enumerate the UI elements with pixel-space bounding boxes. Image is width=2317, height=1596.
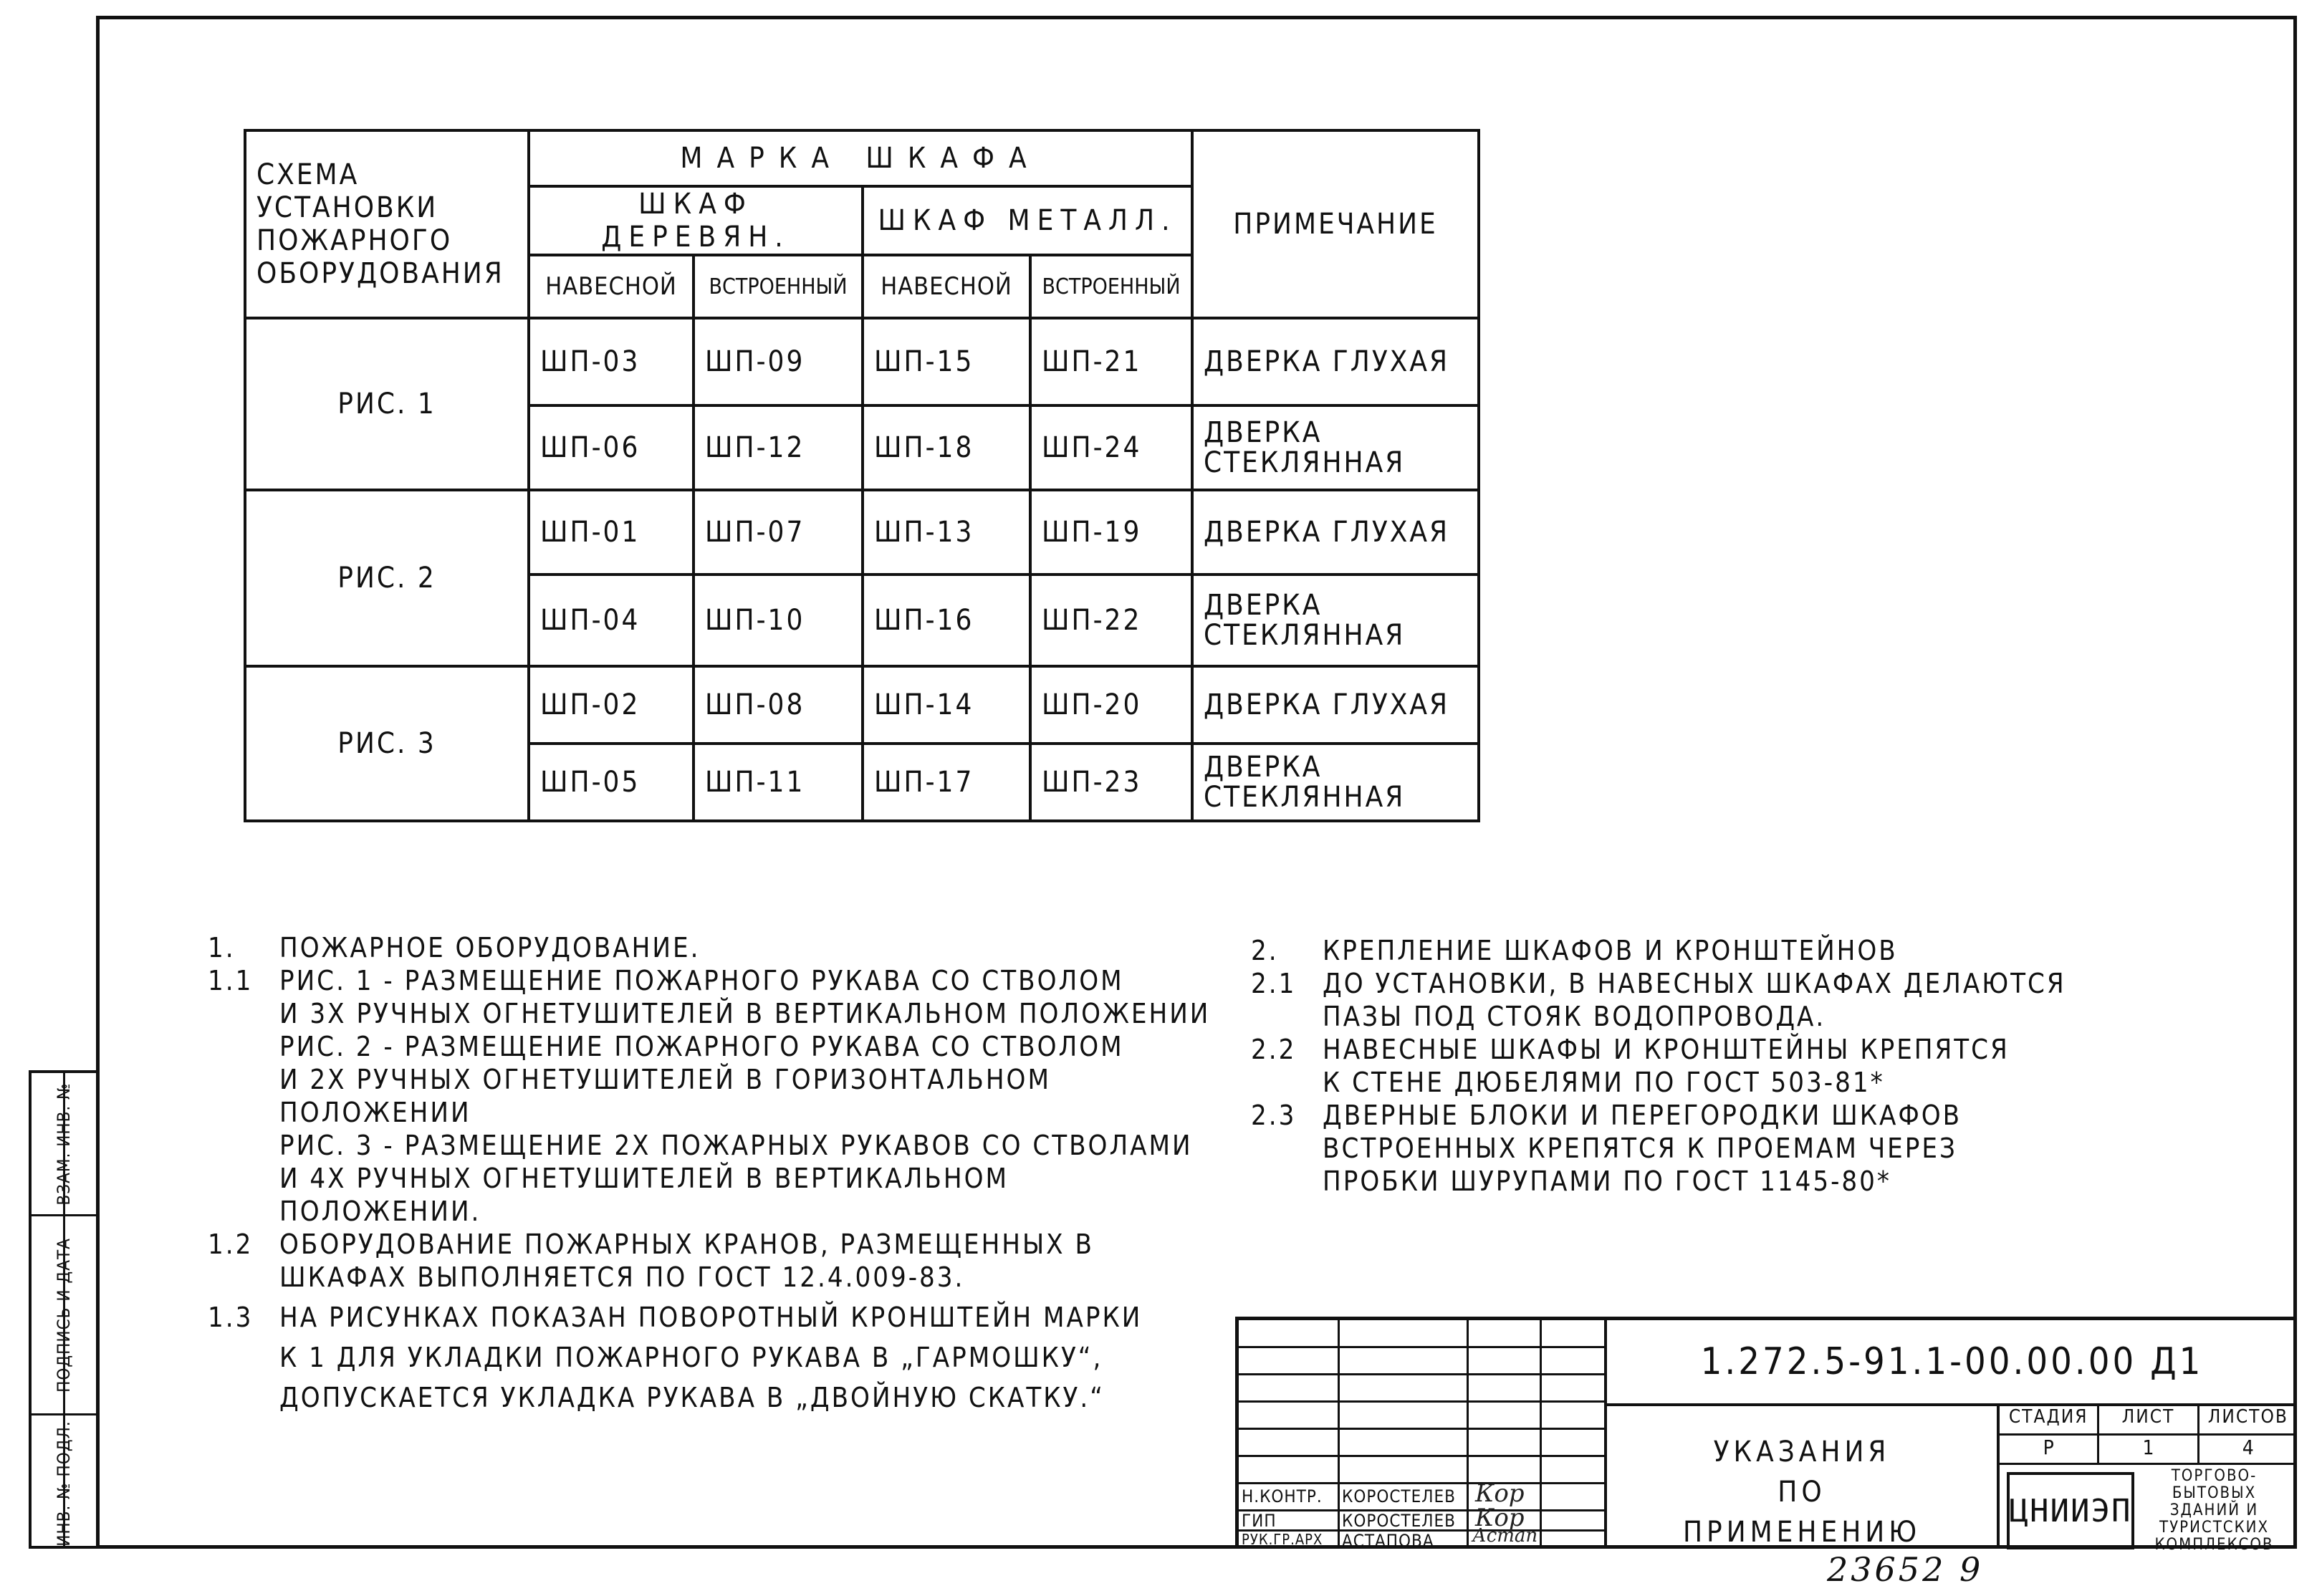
table-cell: ШП-17: [863, 744, 1030, 821]
note-item: 1.2 ОБОРУДОВАНИЕ ПОЖАРНЫХ КРАНОВ, РАЗМЕЩЕННЫХ В: [208, 1229, 1094, 1260]
metal-builtin-header: ВСТРОЕННЫЙ: [1030, 255, 1192, 318]
notes-left: [208, 931, 1211, 1414]
note-line: И 2Х РУЧНЫХ ОГНЕТУШИТЕЛЕЙ В ГОРИЗОНТАЛЬНОМ ПОЛОЖЕНИИ: [279, 1064, 1051, 1128]
side-stamp-strip: [29, 1070, 96, 1549]
table-cell: ШП-14: [863, 666, 1030, 744]
note-line: К 1 ДЛЯ УКЛАДКИ ПОЖАРНОГО РУКАВА В „ГАРМОШКУ“,: [279, 1342, 1103, 1373]
wood-builtin-header: ВСТРОЕННЫЙ: [694, 255, 863, 318]
scheme-header: СХЕМА УСТАНОВКИ ПОЖАРНОГО ОБОРУДОВАНИЯ: [245, 130, 529, 318]
note-line: И 4Х РУЧНЫХ ОГНЕТУШИТЕЛЕЙ В ВЕРТИКАЛЬНОМ ПОЛОЖЕНИИ.: [279, 1163, 1009, 1227]
signature: Кор: [1475, 1504, 1525, 1532]
title-block: [1235, 1317, 2297, 1554]
note-line: И 3Х РУЧНЫХ ОГНЕТУШИТЕЛЕЙ В ВЕРТИКАЛЬНОМ ПОЛОЖЕНИИ: [279, 998, 1211, 1029]
table-cell: ШП-18: [863, 405, 1030, 490]
note-line: ПРОБКИ ШУРУПАМИ ПО ГОСТ 1145-80*: [1323, 1165, 1892, 1197]
signature-grid: [1239, 1320, 1604, 1549]
archive-number: 23652 9: [1827, 1550, 1984, 1589]
note-cell: ДВЕРКА ГЛУХАЯ: [1192, 490, 1479, 575]
signature: Кор: [1475, 1479, 1525, 1508]
sheet-label: ЛИСТ: [2099, 1406, 2199, 1433]
note-item: 2.2 НАВЕСНЫЕ ШКАФЫ И КРОНШТЕЙНЫ КРЕПЯТСЯ: [1251, 1034, 2010, 1065]
replace-inv-cell: [32, 1073, 96, 1216]
table-cell: ШП-07: [694, 490, 863, 575]
table-cell: ШП-04: [529, 575, 694, 666]
note-line: РИС. 3 - РАЗМЕЩЕНИЕ 2Х ПОЖАРНЫХ РУКАВОВ СО СТВОЛАМИ: [279, 1130, 1193, 1161]
table-cell: ШП-10: [694, 575, 863, 666]
note-item: 1.3 НА РИСУНКАХ ПОКАЗАН ПОВОРОТНЫЙ КРОНШТЕЙН МАРКИ: [208, 1302, 1143, 1333]
table-cell: ШП-20: [1030, 666, 1192, 744]
note-cell: ДВЕРКА ГЛУХАЯ: [1192, 318, 1479, 405]
note-line: К СТЕНЕ ДЮБЕЛЯМИ ПО ГОСТ 503-81*: [1323, 1067, 1885, 1098]
wood-hanging-header: НАВЕСНОЙ: [529, 255, 694, 318]
note-cell: ДВЕРКА СТЕКЛЯННАЯ: [1192, 405, 1479, 490]
sheets-value: 4: [2242, 1436, 2254, 1459]
scheme-fig2: РИС. 2: [245, 490, 529, 666]
table-cell: ШП-11: [694, 744, 863, 821]
table-cell: ШП-24: [1030, 405, 1192, 490]
note-cell: ДВЕРКА СТЕКЛЯННАЯ: [1192, 744, 1479, 821]
metal-hanging-header: НАВЕСНОЙ: [863, 255, 1030, 318]
brand-header: МАРКА ШКАФА: [529, 130, 1192, 186]
table-cell: ШП-16: [863, 575, 1030, 666]
note-line: ПАЗЫ ПОД СТОЯК ВОДОПРОВОДА.: [1323, 1001, 1826, 1032]
note-item: 2.1 ДО УСТАНОВКИ, В НАВЕСНЫХ ШКАФАХ ДЕЛАЮТСЯ: [1251, 968, 2066, 999]
inv-orig-label: ИНВ. № ПОДЛ.: [54, 1420, 74, 1547]
note-item: 1. ПОЖАРНОЕ ОБОРУДОВАНИЕ.: [208, 932, 701, 963]
role-name: КОРОСТЕЛЕВ: [1342, 1486, 1456, 1506]
replace-inv-label: ВЗАМ. ИНВ. №: [54, 1082, 74, 1206]
stage-label: СТАДИЯ: [2000, 1406, 2099, 1433]
metal-cabinet-header: ШКАФ МЕТАЛЛ.: [863, 186, 1192, 255]
note-line: ДОПУСКАЕТСЯ УКЛАДКА РУКАВА В „ДВОЙНУЮ СКАТКУ.“: [279, 1382, 1105, 1413]
notes-right: [1251, 934, 2182, 1198]
table-cell: ШП-19: [1030, 490, 1192, 575]
sheet-value: 1: [2099, 1436, 2199, 1463]
stage-value: Р: [2000, 1436, 2099, 1463]
sign-date-label: ПОДПИСЬ И ДАТА: [54, 1237, 74, 1393]
wood-cabinet-header: ШКАФ ДЕРЕВЯН.: [529, 186, 863, 255]
role-name: КОРОСТЕЛЕВ: [1342, 1511, 1456, 1531]
sign-date-cell: [32, 1216, 96, 1415]
table-cell: ШП-01: [529, 490, 694, 575]
organization-name: ТОРГОВО- БЫТОВЫХ ЗДАНИЙ И ТУРИСТСКИХ КОМПЛЕКСОВ: [2154, 1467, 2274, 1554]
cabinet-brand-table: [244, 129, 1480, 822]
table-cell: ШП-06: [529, 405, 694, 490]
note-item: 2.3 ДВЕРНЫЕ БЛОКИ И ПЕРЕГОРОДКИ ШКАФОВ: [1251, 1100, 1962, 1131]
table-cell: ШП-15: [863, 318, 1030, 405]
note-line: ВСТРОЕННЫХ КРЕПЯТСЯ К ПРОЕМАМ ЧЕРЕЗ: [1323, 1133, 1957, 1164]
note-item: 1.1 РИС. 1 - РАЗМЕЩЕНИЕ ПОЖАРНОГО РУКАВА СО СТВОЛОМ: [208, 965, 1124, 996]
role-label: РУК.ГР.АРХ: [1242, 1531, 1323, 1548]
role-label: Н.КОНТР.: [1242, 1486, 1323, 1506]
role-name: АСТАПОВА: [1342, 1531, 1434, 1551]
note-cell: ДВЕРКА ГЛУХАЯ: [1192, 666, 1479, 744]
sheet-info: [1997, 1406, 2297, 1554]
inv-orig-cell: [32, 1415, 96, 1552]
table-cell: ШП-05: [529, 744, 694, 821]
signature: Астап: [1472, 1525, 1538, 1547]
institute-logo: ЦНИИЭП: [2007, 1472, 2134, 1549]
scheme-fig1: РИС. 1: [245, 318, 529, 490]
table-cell: ШП-02: [529, 666, 694, 744]
note-header: ПРИМЕЧАНИЕ: [1192, 130, 1479, 318]
table-cell: ШП-13: [863, 490, 1030, 575]
table-cell: ШП-03: [529, 318, 694, 405]
sheet-title: УКАЗАНИЯ ПО ПРИМЕНЕНИЮ: [1604, 1406, 1997, 1549]
table-cell: ШП-12: [694, 405, 863, 490]
table-cell: ШП-22: [1030, 575, 1192, 666]
note-line: ШКАФАХ ВЫПОЛНЯЕТСЯ ПО ГОСТ 12.4.009-83.: [279, 1261, 965, 1293]
table-cell: ШП-21: [1030, 318, 1192, 405]
note-item: 2. КРЕПЛЕНИЕ ШКАФОВ И КРОНШТЕЙНОВ: [1251, 935, 1898, 966]
table-cell: ШП-23: [1030, 744, 1192, 821]
document-number: 1.272.5-91.1-00.00.00 Д1: [1604, 1320, 2297, 1406]
table-cell: ШП-09: [694, 318, 863, 405]
note-line: РИС. 2 - РАЗМЕЩЕНИЕ ПОЖАРНОГО РУКАВА СО СТВОЛОМ: [279, 1031, 1124, 1062]
sheets-label: ЛИСТОВ: [2207, 1406, 2288, 1428]
scheme-fig3: РИС. 3: [245, 666, 529, 821]
note-cell: ДВЕРКА СТЕКЛЯННАЯ: [1192, 575, 1479, 666]
role-label: ГИП: [1242, 1511, 1277, 1531]
table-cell: ШП-08: [694, 666, 863, 744]
